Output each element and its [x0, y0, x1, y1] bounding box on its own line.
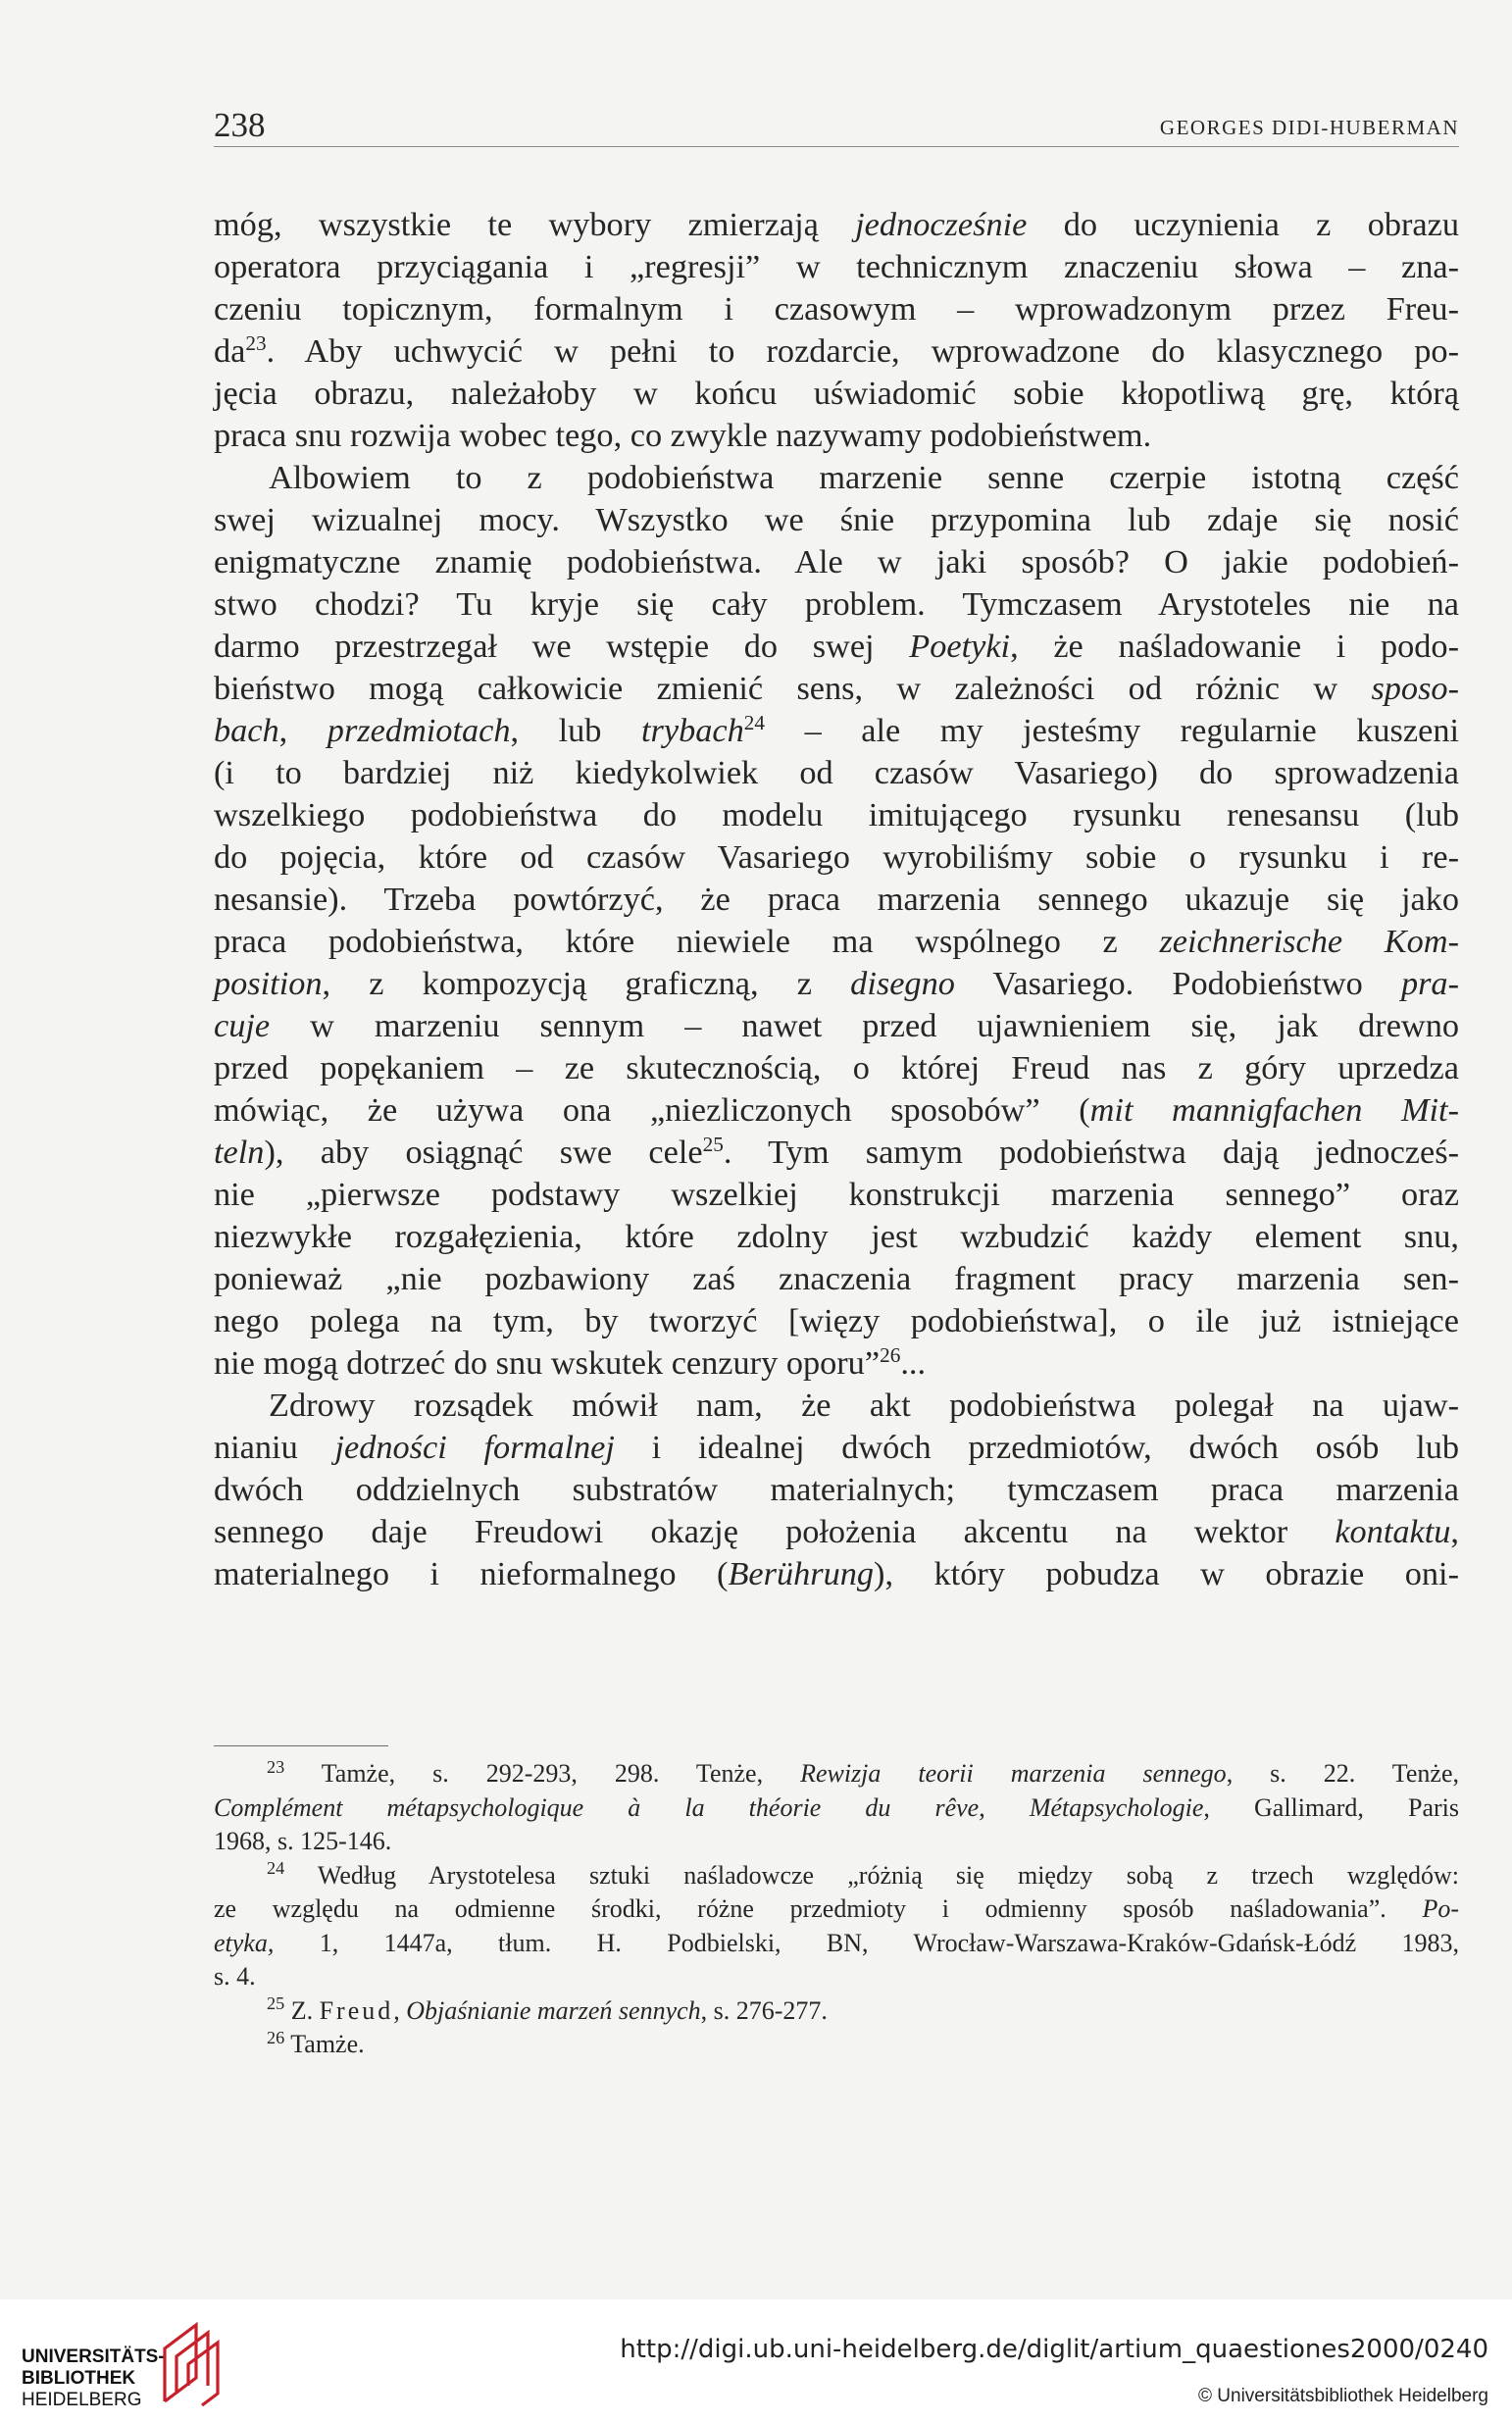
text-line: wszelkiego podobieństwa do modelu imitującego rysunku renesansu (lub: [214, 796, 1459, 833]
text-line: Albowiem to z podobieństwa marzenie senne czerpie istotną część: [269, 459, 1459, 496]
text-line: cuje w marzeniu sennym – nawet przed ujawnieniem się, jak drewno: [214, 1007, 1459, 1044]
text-line: bieństwo mogą całkowicie zmienić sens, w zależności od różnic w sposo-: [214, 670, 1459, 707]
text-line: $da^{23}$. Aby uchwycić w pełni to rozdarcie, wprowadzone do klasycznego po-: [214, 331, 1459, 370]
page-header: [214, 106, 1459, 147]
text-line: móg, wszystkie te wybory zmierzają jednocześnie do uczynienia z obrazu: [214, 206, 1460, 243]
text-line: swej wizualnej mocy. Wszystko we śnie przypomina lub zdaje się nosić: [214, 501, 1459, 538]
footnote-line: 1968, s. 125-146.: [214, 1827, 392, 1855]
text-line: niezwykłe rozgałęzienia, które zdolny jest wzbudzić każdy element snu,: [214, 1218, 1459, 1255]
text-line: jęcia obrazu, należałoby w końcu uświadomić sobie kłopotliwą grę, którą: [214, 375, 1459, 412]
text-line: przed popękaniem – ze skutecznością, o której Freud nas z góry uprzedza: [214, 1049, 1459, 1086]
text-line: praca podobieństwa, które niewiele ma wspólnego z zeichnerische Kom-: [214, 923, 1459, 960]
footnote-line: $^{25}$ Z. Freud, Objaśnianie marzeń sennych, s. 276-277.: [267, 1993, 828, 2025]
text-line: nesansie). Trzeba powtórzyć, że praca marzenia sennego ukazuje się jako: [214, 881, 1459, 918]
footnotes: [214, 1757, 1459, 2062]
text-line: dwóch oddzielnych substratów materialnych; tymczasem praca marzenia: [214, 1471, 1459, 1508]
footnote-ref: 26: [880, 1343, 901, 1368]
text-line: nie mogą dotrzeć do snu wskutek cenzury oporu”$^{26}$...: [214, 1343, 927, 1382]
text-line: sennego daje Freudowi okazję położenia akcentu na wektor kontaktu,: [214, 1513, 1459, 1550]
library-logo-icon: [159, 2319, 222, 2409]
text-line: materialnego i nieformalnego (Berührung), który pobudza w obrazie oni-: [214, 1555, 1459, 1592]
footnote-ref: 25: [702, 1133, 724, 1157]
page-number: 238: [214, 106, 266, 144]
text-line: nianiu jedności formalnej i idealnej dwóch przedmiotów, dwóch osób lub: [214, 1429, 1459, 1466]
footnote-line: $^{23}$ Tamże, s. 292-293, 298. Tenże, Rewizja teorii marzenia sennego, s. 22. Tenże,: [267, 1756, 1459, 1788]
text-line: bach, przedmiotach, lub trybach$^{24}$ – ale my jesteśmy regularnie kuszeni: [214, 711, 1459, 749]
text-line: mówiąc, że używa ona „niezliczonych sposobów” (mit mannigfachen Mit-: [214, 1091, 1459, 1129]
text-line: nego polega na tym, by tworzyć [więzy podobieństwa], o ile już istniejące: [214, 1302, 1459, 1339]
footnote-ref: 24: [743, 711, 766, 735]
text-line: darmo przestrzegał we wstępie do swej Poetyki, że naśladowanie i podo-: [214, 628, 1459, 665]
text-line: enigmatyczne znamię podobieństwa. Ale w jaki sposób? O jakie podobień-: [214, 543, 1459, 580]
text-line: teln), aby osiągnąć swe cele$^{25}$. Tym samym podobieństwa dają jednocześ-: [214, 1133, 1460, 1171]
running-head: GEORGES DIDI-HUBERMAN: [1159, 116, 1459, 139]
source-url-link[interactable]: http://digi.ub.uni-heidelberg.de/diglit/artium_quaestiones2000/0240: [620, 2335, 1488, 2364]
text-line: Zdrowy rozsądek mówił nam, że akt podobieństwa polegał na ujaw-: [269, 1387, 1459, 1424]
text-line: czeniu topicznym, formalnym i czasowym – wprowadzonym przez Freu-: [214, 290, 1459, 328]
text-line: operatora przyciągania i „regresji” w technicznym znaczeniu słowa – zna-: [214, 248, 1459, 285]
copyright-notice: © Universitätsbibliothek Heidelberg: [1198, 2386, 1488, 2406]
body-text: [214, 204, 1459, 1595]
text-line: position, z kompozycją graficzną, z disegno Vasariego. Podobieństwo pra-: [214, 965, 1460, 1002]
library-name: UNIVERSITÄTS- BIBLIOTHEK HEIDELBERG: [22, 2346, 165, 2410]
footnote-line: ze względu na odmienne środki, różne przedmioty i odmienny sposób naśladowania”. Po-: [214, 1894, 1459, 1923]
text-line: nie „pierwsze podstawy wszelkiej konstrukcji marzenia sennego” oraz: [214, 1176, 1459, 1213]
text-line: do pojęcia, które od czasów Vasariego wyrobiliśmy sobie o rysunku i re-: [214, 838, 1459, 876]
text-line: (i to bardziej niż kiedykolwiek od czasów Vasariego) do sprowadzenia: [214, 754, 1459, 791]
footnote-line: $^{24}$ Według Arystotelesa sztuki naśladowcze „różnią się między sobą z trzech względów:: [267, 1858, 1459, 1890]
footnote-ref: 23: [245, 331, 267, 356]
footnote-line: etyka, 1, 1447a, tłum. H. Podbielski, BN, Wrocław-Warszawa-Kraków-Gdańsk-Łódź 1983,: [214, 1928, 1459, 1957]
header-rule: [214, 146, 1459, 147]
digitization-footer: [0, 2299, 1512, 2422]
footnote-line: $^{26}$ Tamże.: [267, 2027, 365, 2058]
text-line: stwo chodzi? Tu kryje się cały problem. Tymczasem Arystoteles nie na: [214, 585, 1459, 623]
footnote-rule: [214, 1745, 388, 1746]
footnote-line: Complément métapsychologique à la théorie du rêve, Métapsychologie, Gallimard, Paris: [214, 1792, 1459, 1822]
footnote-line: s. 4.: [214, 1962, 256, 1991]
text-line: praca snu rozwija wobec tego, co zwykle nazywamy podobieństwem.: [214, 417, 1152, 454]
text-line: ponieważ „nie pozbawiony zaś znaczenia fragment pracy marzenia sen-: [214, 1260, 1459, 1297]
